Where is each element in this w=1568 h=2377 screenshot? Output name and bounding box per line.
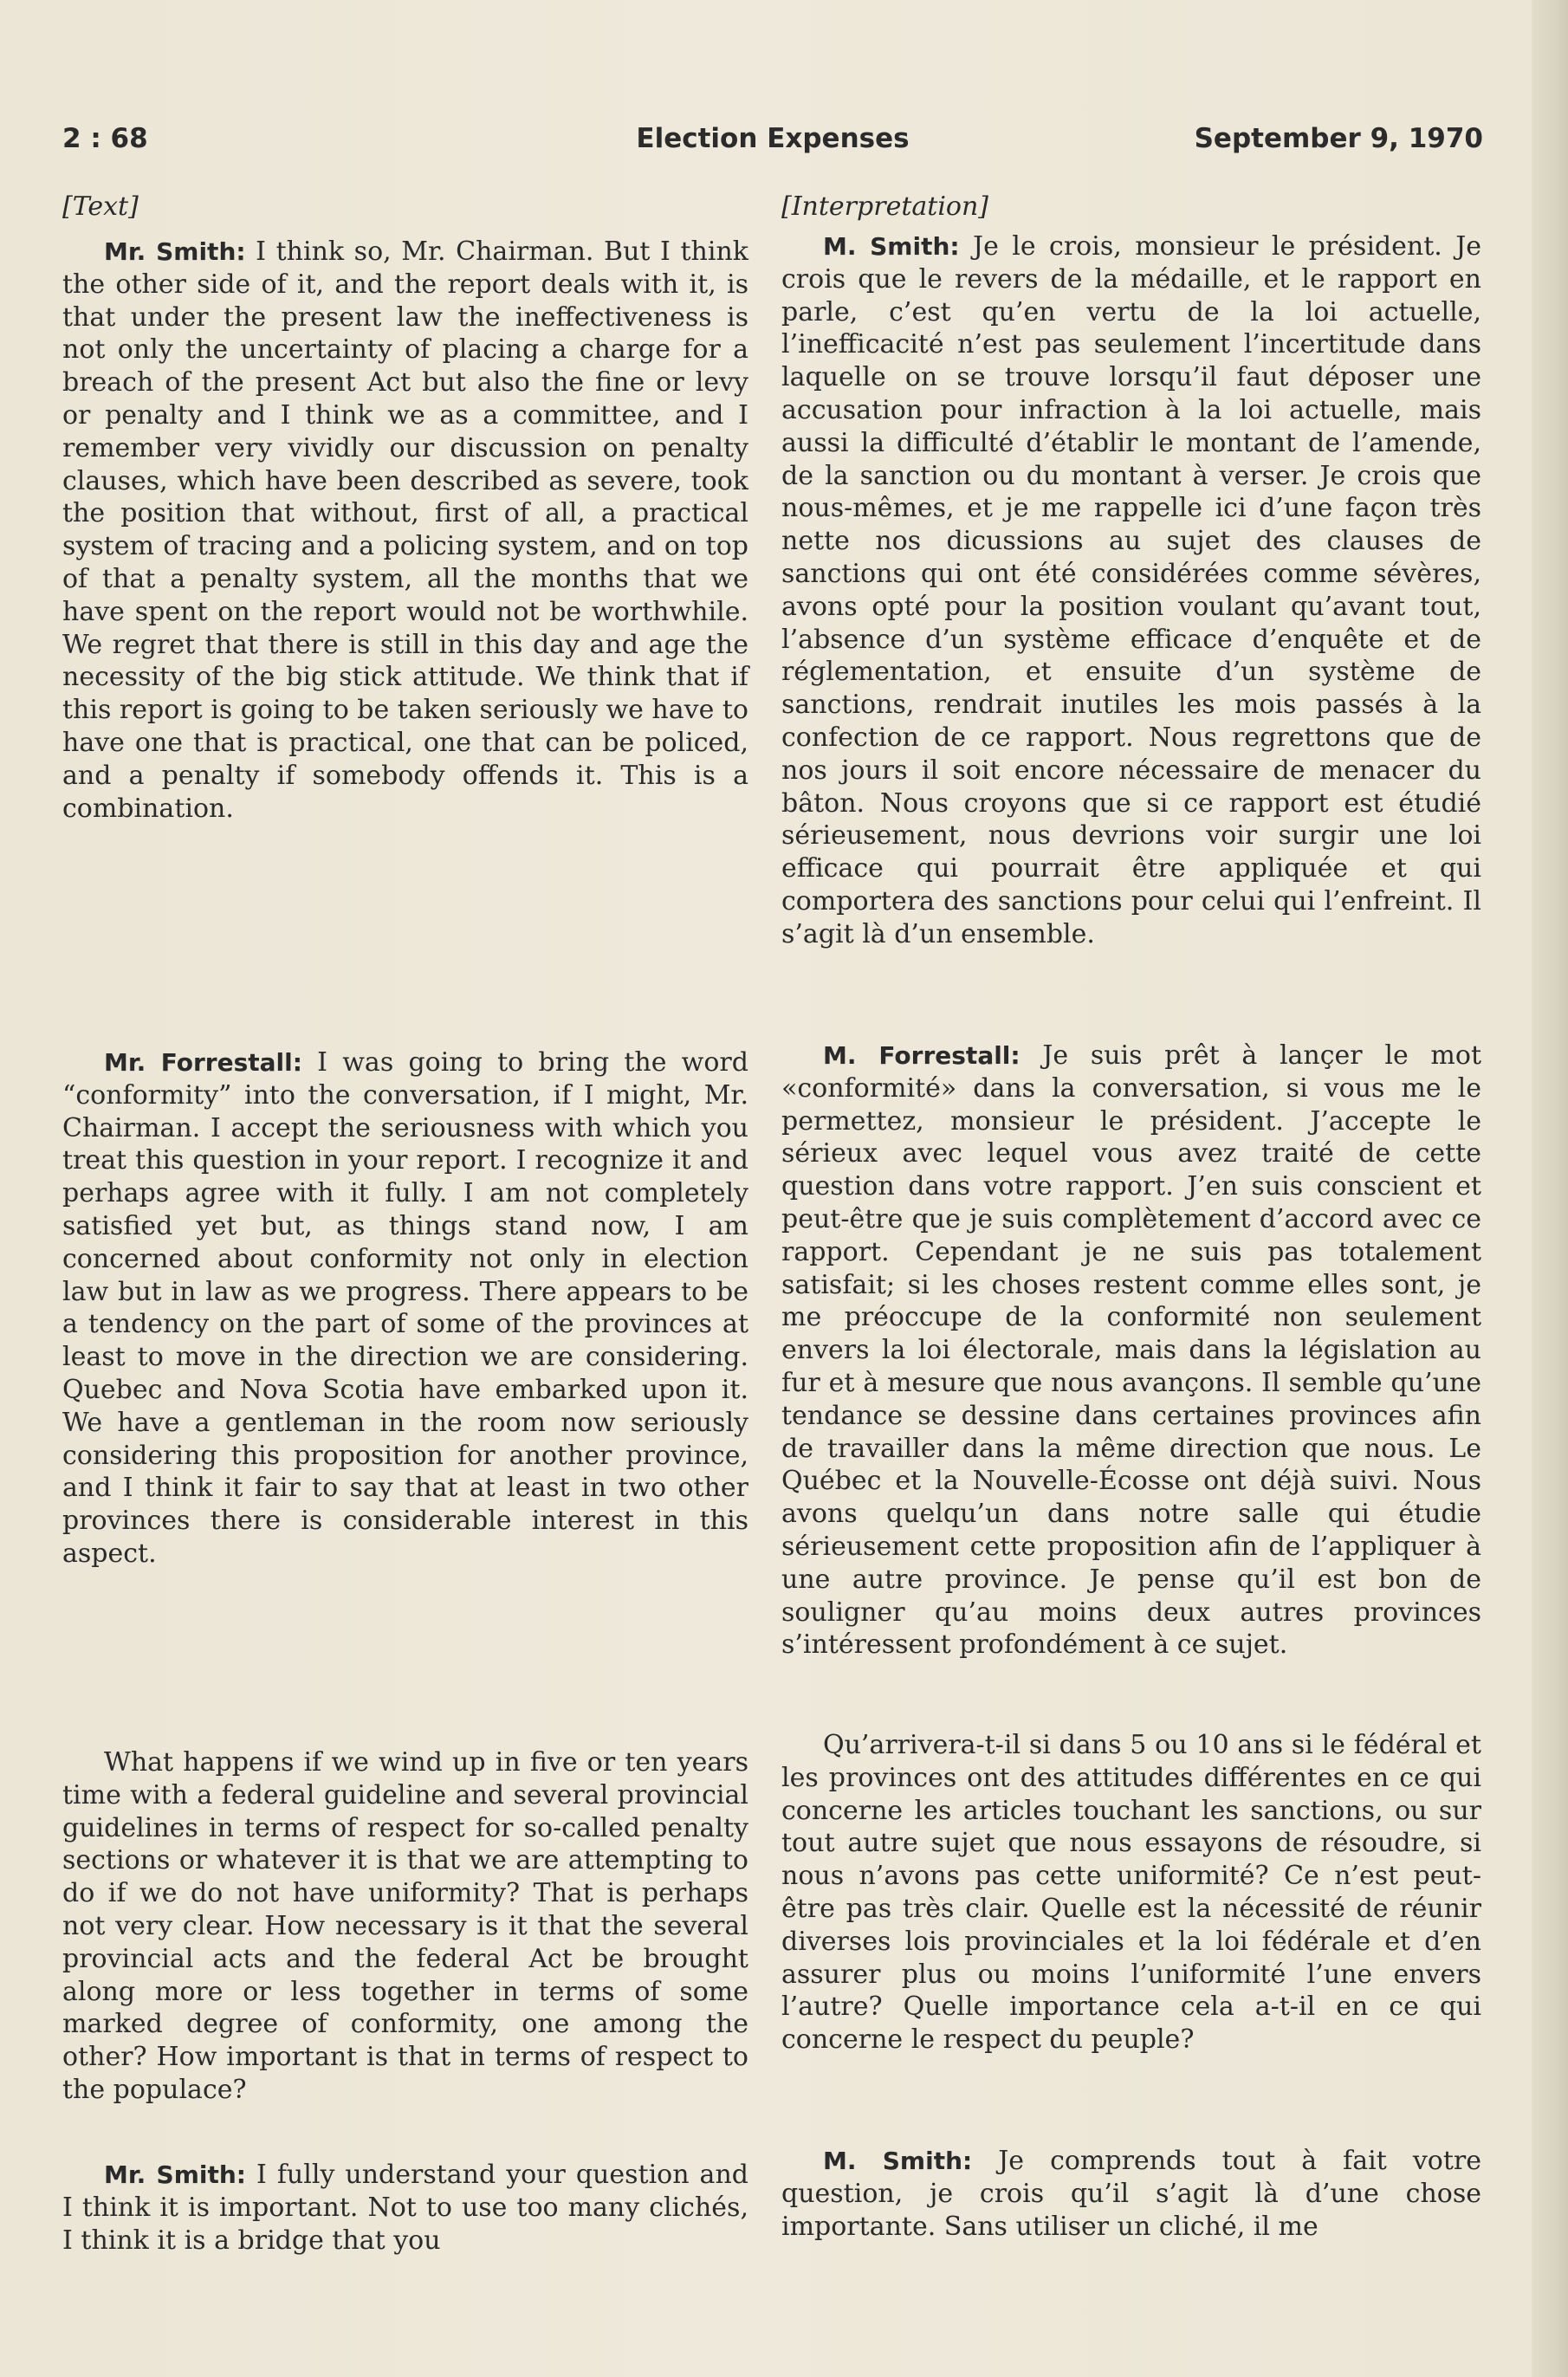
paragraph bbox=[62, 1046, 748, 1571]
speaker-name: Mr. Smith: bbox=[104, 237, 246, 266]
speech-block bbox=[781, 230, 1481, 951]
speech-block bbox=[62, 1046, 748, 1571]
paragraph bbox=[62, 236, 748, 825]
section-label: [Text] bbox=[62, 191, 139, 222]
paragraph bbox=[781, 230, 1481, 951]
header-date: September 9, 1970 bbox=[1194, 123, 1483, 154]
speech-text: Je suis prêt à lançer le mot «conformité» dans la conversation, si vous me le permettez, monsieur le président. J’accepte le sérieux avec lequel vous avez traité de cette question dans votre rapport. J’en suis conscient et peut-être que je suis complètement d’accord avec ce rapport. Cependant je ne suis pas totalement satisfait; si les choses restent comme elles sont, je me préoccupe de la conformité non seulement envers la loi électorale, mais dans la législation au fur et à mesure que nous avançons. Il semble qu’une tendance se dessine dans certaines provinces afin de travailler dans la même direction que nous. Le Québec et la Nouvelle-Écosse ont déjà suivi. Nous avons quelqu’un dans notre salle qui étudie sérieusement cette proposition afin de l’appliquer à une autre province. Je pense qu’il est bon de souligner qu’au moins deux autres provinces s’intéressent profondément à ce sujet. bbox=[781, 1040, 1482, 1661]
speech-block bbox=[62, 2159, 748, 2257]
speaker-name: M. Smith: bbox=[823, 232, 960, 261]
speaker-name: M. Smith: bbox=[823, 2147, 973, 2175]
speech-block bbox=[781, 2145, 1481, 2243]
paragraph bbox=[781, 1729, 1481, 2056]
speech-text: Je le crois, monsieur le président. Je crois que le revers de la médaille, et le rapport en parle, c’est qu’en vertu de la loi actuelle, l’inefficacité n’est pas seulement l’incertitude dans laquelle on se trouve lorsqu’il faut déposer une accusation pour infraction à la loi actuelle, mais aussi la difficulté d’établir le montant de l’amende, de la sanction ou du montant à verser. Je crois que nous-mêmes, et je me rappelle ici d’une façon très nette nos dicussions au sujet des clauses de sanctions qui ont été considérées comme sévères, avons opté pour la position voulant qu’avant tout, l’absence d’un système efficace d’enquête et de réglementation, et ensuite d’un système de sanctions, rendrait inutiles les mois passés à la confection de ce rapport. Nous regrettons que de nos jours il soit encore nécessaire de menacer du bâton. Nous croyons que si ce rapport est étudié sérieusement, nous devrions voir surgir une loi efficace qui pourrait être appliquée et qui comportera des sanctions pour celui qui l’enfreint. Il s’agit là d’un ensemble. bbox=[781, 231, 1482, 949]
paragraph bbox=[62, 1746, 748, 2107]
speech-block bbox=[781, 1729, 1481, 2056]
speech-text: Qu’arrivera-t-il si dans 5 ou 10 ans si le fédéral et les provinces ont des attitudes différentes en ce qui concerne les articles touchant les sanctions, ou sur tout autre sujet que nous essayons de résoudre, si nous n’avons pas cette uniformité? Ce n’est peut-être pas très clair. Quelle est la nécessité de réunir diverses lois provinciales et la loi fédérale et d’en assurer plus ou moins l’uniformité l’une envers l’autre? Quelle importance cela a-t-il en ce qui concerne le respect du peuple? bbox=[781, 1730, 1481, 2056]
running-header bbox=[62, 123, 1483, 166]
speech-text: What happens if we wind up in five or ten years time with a federal guideline and several provincial guidelines in terms of respect for so-called penalty sections or whatever it is that we are attempting to do if we do not have uniformity? That is perhaps not very clear. How necessary is it that the several provincial acts and the federal Act be brought along more or less together in terms of some marked degree of conformity, one among the other? How important is that in terms of respect to the populace? bbox=[62, 1747, 748, 2105]
page-number: 2 : 68 bbox=[62, 123, 148, 154]
paragraph bbox=[781, 2145, 1481, 2243]
speech-block bbox=[62, 236, 748, 825]
speaker-name: Mr. Forrestall: bbox=[104, 1048, 302, 1077]
speech-block bbox=[781, 1040, 1481, 1661]
running-title: Election Expenses bbox=[636, 123, 910, 154]
english-column bbox=[62, 191, 748, 2256]
speaker-name: Mr. Smith: bbox=[104, 2160, 246, 2189]
paragraph bbox=[62, 2159, 748, 2257]
paragraph bbox=[781, 1040, 1481, 1661]
french-column bbox=[781, 191, 1482, 2242]
speech-text: I was going to bring the word “conformity” into the conversation, if I might, Mr. Chairman. I accept the seriousness with which you treat this question in your report. I recognize it and perhaps agree with it fully. I am not completely satisfied yet but, as things stand now, I am concerned about conformity not only in election law but in law as we progress. There appears to be a tendency on the part of some of the provinces at least to move in the direction we are considering. Quebec and Nova Scotia have embarked upon it. We have a gentleman in the room now seriously considering this proposition for another province, and I think it fair to say that at least in two other provinces there is considerable interest in this aspect. bbox=[62, 1047, 748, 1569]
speech-text: Je comprends tout à fait votre question, je crois qu’il s’agit là d’une chose importante. Sans utiliser un cliché, il me bbox=[781, 2146, 1482, 2242]
speech-text: I fully understand your question and I think it is important. Not to use too many clichés, I think it is a bridge that you bbox=[62, 2160, 748, 2256]
speech-text: I think so, Mr. Chairman. But I think the other side of it, and the report deals with it, is that under the present law the ineffectiveness is not only the uncertainty of placing a charge for a breach of the present Act but also the fine or levy or penalty and I think we as a committee, and I remember very vividly our discussion on penalty clauses, which have been described as severe, took the position that without, first of all, a practical system of tracing and a policing system, and on top of that a penalty system, all the months that we have spent on the report would not be worthwhile. We regret that there is still in this day and age the necessity of the big stick attitude. We think that if this report is going to be taken seriously we have to have one that is practical, one that can be policed, and a penalty if somebody offends it. This is a combination. bbox=[62, 236, 748, 824]
page-edge bbox=[1532, 0, 1568, 2377]
speech-block bbox=[62, 1746, 748, 2107]
speaker-name: M. Forrestall: bbox=[823, 1041, 1020, 1070]
section-label: [Interpretation] bbox=[781, 191, 989, 222]
